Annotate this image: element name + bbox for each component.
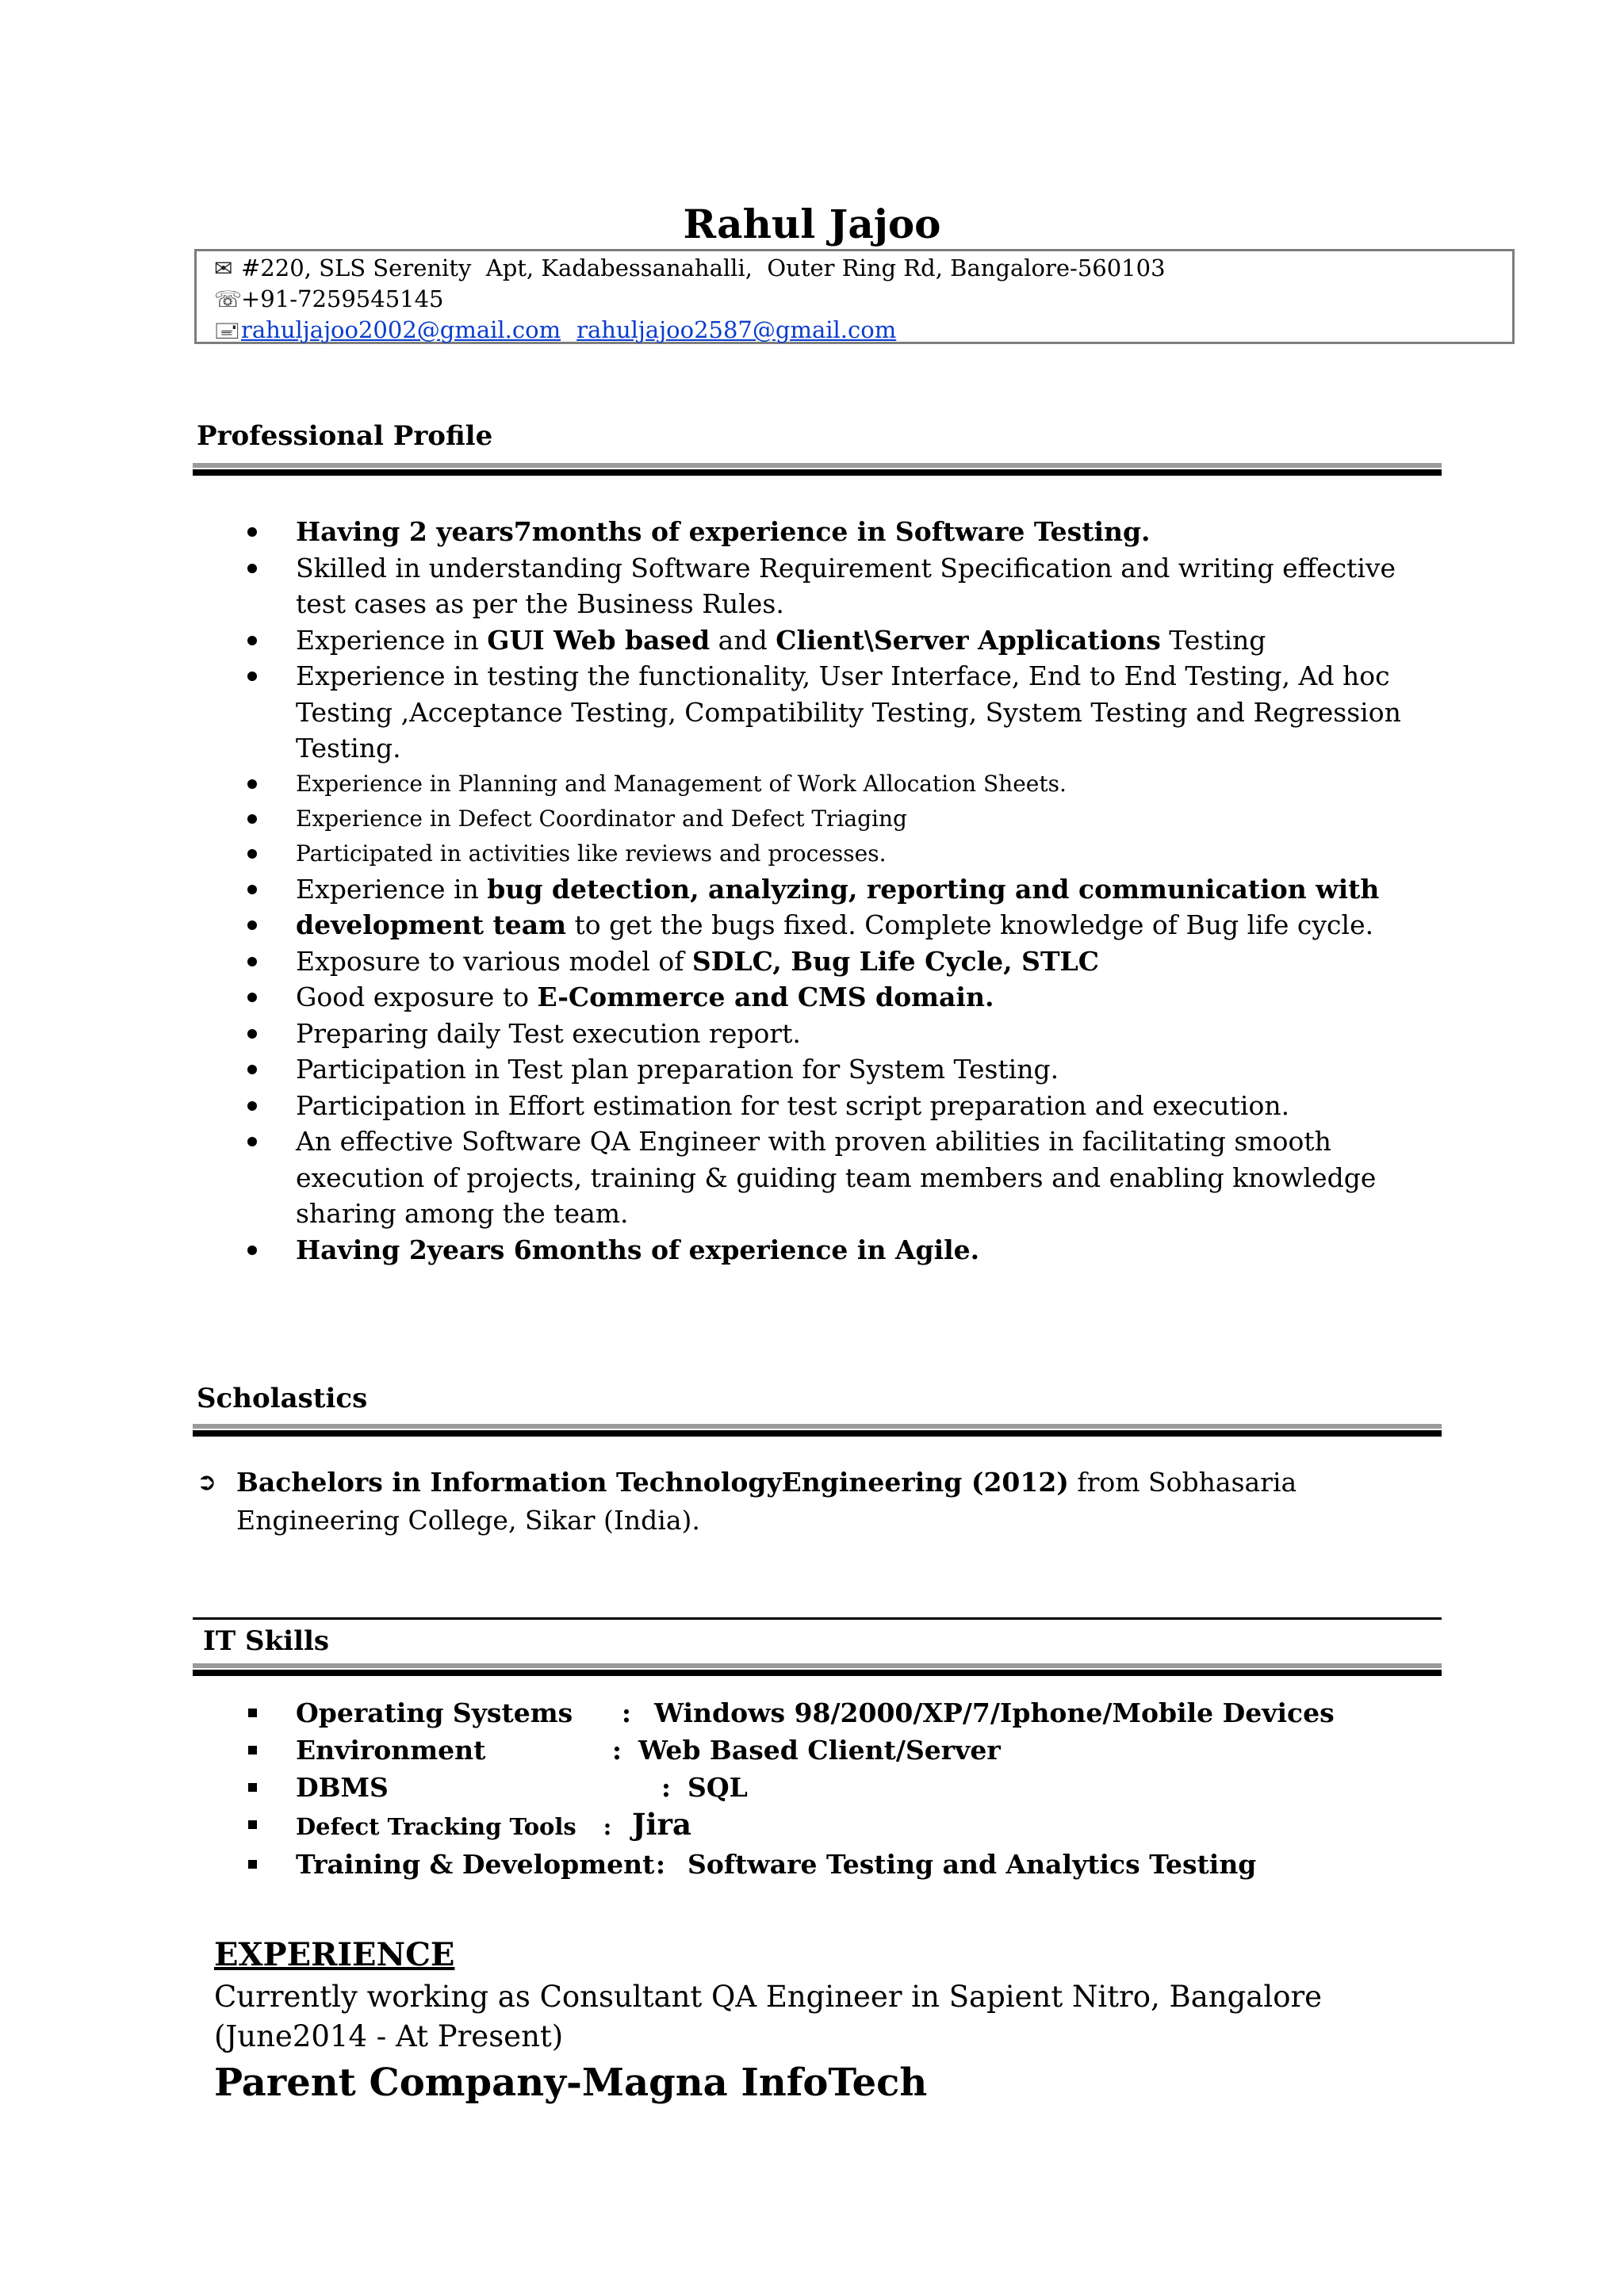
profile-item-text: and	[710, 624, 776, 656]
profile-item-bold: Having 2years 6months of experience in Agile.	[296, 1234, 980, 1265]
profile-item-bold: E-Commerce and CMS domain.	[537, 982, 994, 1012]
email-link-primary[interactable]: rahuljajoo2002@gmail.com	[241, 316, 561, 343]
profile-item-bold: SDLC, Bug Life Cycle, STLC	[691, 945, 1100, 977]
profile-item-text: Experience in	[296, 624, 488, 656]
envelope-icon: ✉	[214, 255, 233, 281]
skill-item	[242, 1769, 1335, 1806]
skill-separator: :	[611, 1735, 622, 1766]
profile-item-text: Skilled in understanding Software Requirement Specification and writing effective test cases as per the Business Rules.	[296, 552, 1396, 619]
profile-item-text: Preparing daily Test execution report.	[296, 1017, 801, 1049]
profile-item	[242, 622, 1447, 659]
skills-list	[242, 1694, 1335, 1883]
skill-value: SQL	[688, 1772, 748, 1803]
profile-item	[242, 1051, 1447, 1088]
skill-value: Web Based Client/Server	[638, 1735, 1001, 1766]
profile-item	[242, 1016, 1447, 1052]
phone-text: +91-7259545145	[241, 285, 444, 312]
profile-item	[242, 1123, 1447, 1232]
profile-item-bold: Having 2 years7months of experience in Software Testing.	[296, 516, 1151, 547]
profile-item-text: Participated in activities like reviews and processes.	[296, 840, 887, 867]
candidate-name: Rahul Jajoo	[683, 201, 941, 247]
profile-item	[242, 907, 1447, 943]
skill-label: Defect Tracking Tools	[296, 1813, 576, 1840]
profile-item-text: to get the bugs fixed. Complete knowledge of Bug life cycle.	[566, 909, 1374, 940]
profile-item-text: Participation in Test plan preparation for System Testing.	[296, 1054, 1059, 1085]
profile-item-bold: development team	[296, 909, 567, 940]
education-entry	[197, 1464, 1446, 1540]
profile-item	[242, 871, 1447, 908]
skill-value: Windows 98/2000/XP/7/Iphone/Mobile Devices	[654, 1697, 1335, 1728]
skill-separator: :	[655, 1849, 666, 1880]
skill-separator: :	[603, 1813, 612, 1840]
profile-item	[242, 514, 1447, 550]
skill-value: Jira	[632, 1807, 692, 1842]
email-line	[214, 315, 1512, 346]
profile-item	[242, 979, 1447, 1016]
parent-company: Parent Company-Magna InfoTech	[214, 2061, 928, 2105]
profile-item-text: Experience in testing the functionality, User Interface, End to End Testing, Ad hoc Testing ,Acceptance Testing, Compatibility Testing, System Testing and Regression Testing.	[296, 660, 1401, 763]
section-heading-it-skills: IT Skills	[203, 1625, 330, 1657]
contact-box	[194, 249, 1515, 344]
section-divider	[193, 463, 1442, 476]
section-heading-experience: EXPERIENCE	[214, 1936, 455, 1973]
address-text: #220, SLS Serenity Apt, Kadabessanahalli, Outer Ring Rd, Bangalore-560103	[241, 254, 1166, 281]
section-top-rule	[193, 1617, 1442, 1620]
skill-label: Environment	[296, 1735, 486, 1766]
arrow-icon: ➲	[197, 1468, 217, 1496]
profile-item	[242, 802, 1447, 836]
profile-item-bold: Client\Server Applications	[776, 624, 1161, 656]
experience-text: Currently working as Consultant QA Engineer in Sapient Nitro, Bangalore (June2014 - At Present)	[214, 1980, 1323, 2053]
profile-item-text: Good exposure to	[296, 982, 538, 1012]
profile-item	[242, 836, 1447, 871]
skill-value: Software Testing and Analytics Testing	[688, 1849, 1257, 1880]
profile-item-text: Experience in	[296, 873, 488, 905]
section-divider	[193, 1424, 1442, 1437]
skill-label: Training & Development	[296, 1849, 655, 1880]
profile-item-bold: bug detection, analyzing, reporting and communication with	[487, 873, 1380, 905]
phone-line	[214, 284, 1512, 315]
profile-item	[242, 550, 1447, 622]
profile-item-text: Participation in Effort estimation for test script preparation and execution.	[296, 1089, 1290, 1121]
skill-separator: :	[621, 1697, 632, 1728]
profile-item	[242, 1088, 1447, 1124]
skill-item	[242, 1732, 1335, 1769]
profile-item	[242, 658, 1447, 767]
skill-separator: :	[661, 1772, 672, 1803]
profile-item-text: Experience in Planning and Management of Work Allocation Sheets.	[296, 770, 1067, 797]
profile-item	[242, 1232, 1447, 1269]
profile-item-text: An effective Software QA Engineer with proven abilities in facilitating smooth execution of projects, training & guiding team members and enabling knowledge sharing among the team.	[296, 1126, 1377, 1229]
mail-icon: 🖃	[214, 317, 240, 343]
profile-item-text: Experience in Defect Coordinator and Defect Triaging	[296, 805, 907, 832]
profile-item-text: Testing	[1160, 624, 1266, 656]
profile-item	[242, 943, 1447, 980]
degree-detail: from Sobhasaria Engineering College, Sikar (India).	[236, 1467, 1297, 1536]
profile-item	[242, 767, 1447, 802]
profile-item-bold: GUI Web based	[487, 624, 710, 656]
degree-title: Bachelors in Information TechnologyEngineering (2012)	[236, 1467, 1069, 1498]
email-link-secondary[interactable]: rahuljajoo2587@gmail.com	[576, 316, 897, 343]
profile-list	[242, 514, 1447, 1268]
section-heading-profile: Professional Profile	[197, 420, 493, 452]
skill-item	[242, 1846, 1335, 1883]
skill-label: Operating Systems	[296, 1697, 573, 1728]
section-heading-scholastics: Scholastics	[197, 1383, 368, 1414]
skill-label: DBMS	[296, 1772, 389, 1803]
phone-icon: ☏	[214, 286, 243, 312]
address-line	[214, 253, 1512, 284]
section-divider	[193, 1663, 1442, 1676]
skill-item	[242, 1806, 1335, 1846]
profile-item-text: Exposure to various model of	[296, 945, 692, 977]
skill-item	[242, 1694, 1335, 1732]
